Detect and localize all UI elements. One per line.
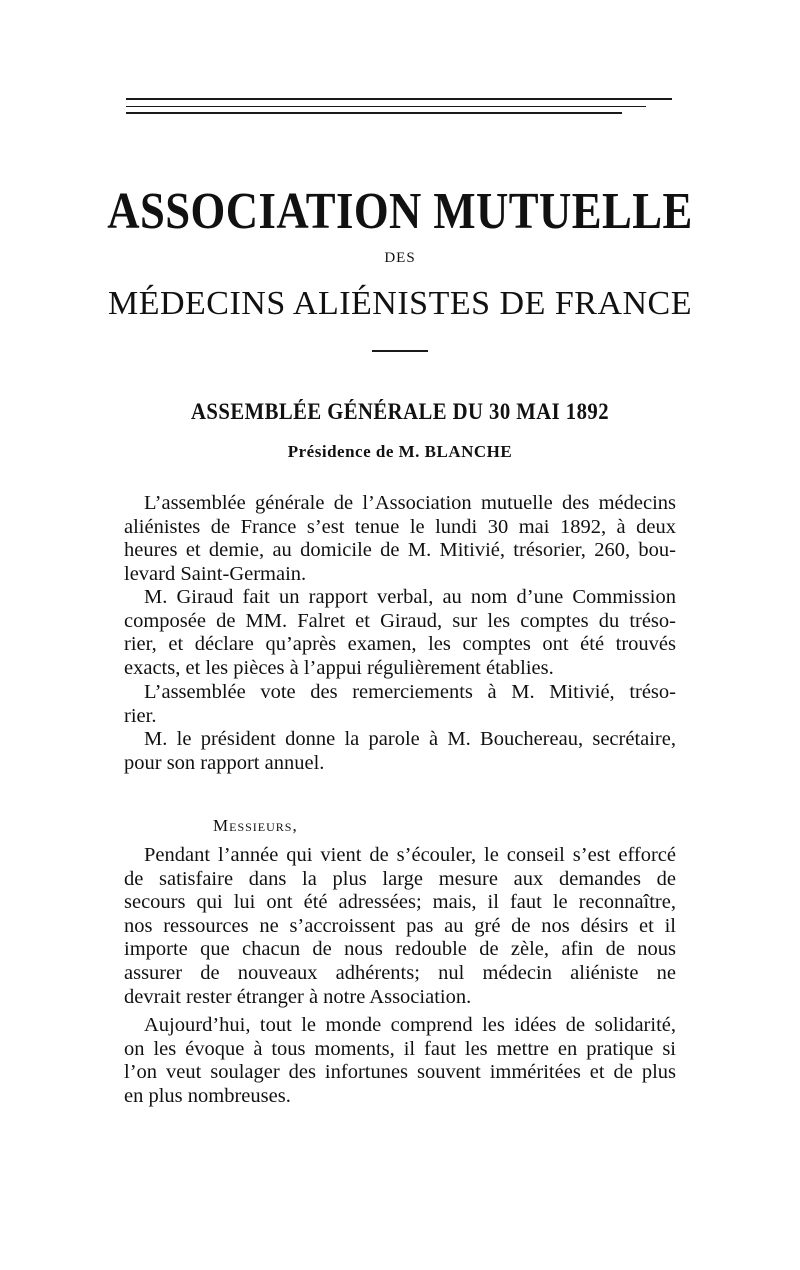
paragraph-vote [124,681,676,728]
header-rule-thin [126,106,646,107]
text-line: heures et demie, au domicile de M. Mitivié, trésorier, 260, bou- [124,539,676,562]
text-line: on les évoque à tous moments, il faut les mettre en pratique si [124,1037,676,1060]
text-line: Pendant l’année qui vient de s’écouler, le conseil s’est efforcé [144,844,676,866]
text-line: M. Giraud fait un rapport verbal, au nom d’une Commission [144,586,676,608]
text-line: assurer de nouveaux adhérents; nul médecin aliéniste ne [124,961,676,984]
section-divider [372,350,428,352]
text-line: devrait rester étranger à notre Association. [124,985,472,1008]
header-rule-thick [126,98,672,100]
text-line: exacts, et les pièces à l’appui régulièrement établies. [124,656,554,679]
text-line: aliénistes de France s’est tenue le lundi 30 mai 1892, à deux [124,515,676,538]
text-line: de satisfaire dans la plus large mesure aux demandes de [124,867,676,890]
text-line: Aujourd’hui, tout le monde comprend les idées de solidarité, [144,1014,676,1036]
text-line: rier. [124,704,157,727]
text-line: nos ressources ne s’accroissent pas au gré de nos désirs et il [124,914,676,937]
report-paragraph-2 [124,1014,676,1108]
paragraph-commission-report [124,586,676,680]
text-line: L’assemblée générale de l’Association mutuelle des médecins [144,492,676,514]
text-line: en plus nombreuses. [124,1084,291,1107]
text-line: L’assemblée vote des remerciements à M. Mitivié, tréso- [144,681,676,703]
paragraph-opening [124,492,676,586]
header-rule-thick-lower [126,112,622,114]
paragraph-floor-given [124,728,676,775]
text-line: secours qui lui ont été adressées; mais, il faut le reconnaître, [124,891,676,914]
text-line: importe que chacun de nous redouble de zèle, afin de nous [124,938,676,961]
report-paragraph-1 [124,844,676,1009]
document-subtitle: MÉDECINS ALIÉNISTES DE FRANCE [107,285,693,322]
text-line: pour son rapport annuel. [124,751,325,774]
presidence-line: Présidence de M. BLANCHE [287,442,513,461]
title-connector: DES [384,250,416,266]
text-line: rier, et déclare qu’après examen, les comptes ont été trouvés [124,633,676,656]
document-title: ASSOCIATION MUTUELLE [107,183,693,240]
text-line: M. le président donne la parole à M. Bouchereau, secrétaire, [144,728,676,750]
text-line: l’on veut soulager des infortunes souvent imméritées et de plus [124,1061,676,1084]
text-line: levard Saint-Germain. [124,562,307,585]
text-line: composée de MM. Falret et Giraud, sur les comptes du tréso- [124,609,676,632]
salutation: Messieurs, [213,816,298,835]
assembly-heading: ASSEMBLÉE GÉNÉRALE DU 30 MAI 1892 [191,399,609,424]
